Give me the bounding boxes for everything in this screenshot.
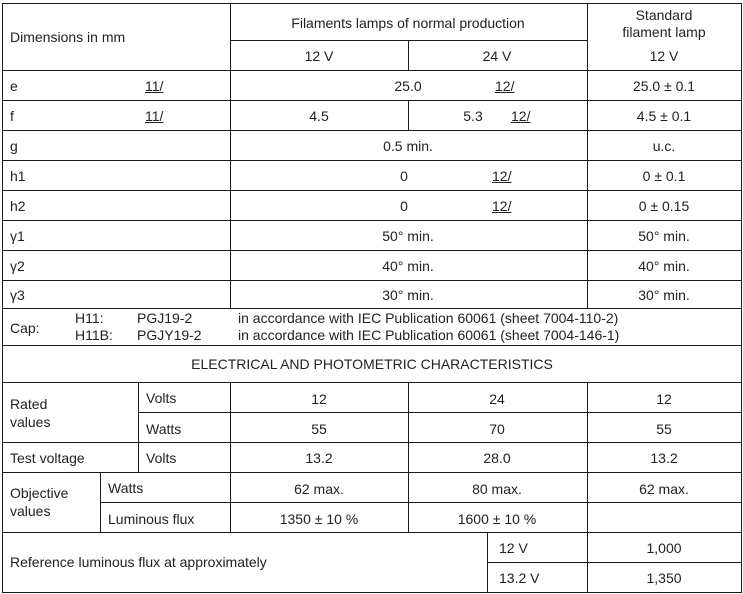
cap-standard-h11: in accordance with IEC Publication 60061 (sheet 7004-110-2) bbox=[238, 310, 619, 326]
grid-line bbox=[2, 100, 741, 101]
voltage-24v-header: 24 V bbox=[482, 48, 512, 64]
grid-line bbox=[100, 502, 741, 503]
reference-flux-12v: 1,000 bbox=[646, 540, 682, 556]
grid-line bbox=[230, 3, 231, 308]
std-value-gamma3: 30° min. bbox=[638, 287, 690, 303]
dim-value-g: 0.5 min. bbox=[383, 138, 433, 154]
rated-watts-std: 55 bbox=[656, 421, 672, 437]
footnote-ref: 11/ bbox=[145, 78, 164, 94]
grid-line bbox=[2, 3, 3, 593]
grid-line bbox=[2, 592, 741, 593]
grid-line bbox=[487, 532, 488, 592]
grid-line bbox=[408, 382, 409, 532]
footnote-ref: 11/ bbox=[145, 108, 164, 124]
dim-value-e: 25.0 bbox=[394, 78, 422, 94]
grid-line bbox=[138, 382, 139, 472]
std-value-g: u.c. bbox=[652, 138, 676, 154]
dim-label-f: f bbox=[10, 108, 14, 124]
test-voltage-24v: 28.0 bbox=[483, 450, 511, 466]
grid-line bbox=[230, 382, 231, 532]
objective-label-line2: values bbox=[10, 503, 51, 519]
std-value-gamma1: 50° min. bbox=[638, 228, 690, 244]
grid-line bbox=[100, 472, 101, 532]
cap-base-h11b: PGJY19-2 bbox=[137, 327, 202, 343]
dim-value-gamma1: 50° min. bbox=[382, 228, 434, 244]
dim-value-gamma3: 30° min. bbox=[382, 287, 434, 303]
grid-line bbox=[2, 308, 741, 309]
rated-volts-label: Volts bbox=[146, 390, 177, 406]
objective-watts-std: 62 max. bbox=[639, 481, 689, 497]
grid-line bbox=[138, 412, 741, 413]
dim-label-g: g bbox=[10, 138, 18, 154]
std-value-f: 4.5 ± 0.1 bbox=[636, 108, 692, 124]
grid-line bbox=[587, 382, 588, 592]
footnote-ref: 12/ bbox=[495, 78, 515, 94]
normal-production-header: Filaments lamps of normal production bbox=[291, 15, 525, 31]
luminous-flux-24v: 1600 ± 10 % bbox=[457, 511, 537, 527]
rated-watts-24v: 70 bbox=[489, 421, 505, 437]
grid-line bbox=[2, 70, 741, 71]
test-voltage-label: Test voltage bbox=[10, 450, 85, 466]
dim-value-h1: 0 bbox=[400, 168, 408, 184]
grid-line bbox=[408, 40, 409, 70]
dim-label-e: e bbox=[10, 78, 18, 94]
std-value-e: 25.0 ± 0.1 bbox=[632, 78, 696, 94]
grid-line bbox=[2, 280, 741, 281]
dim-label-gamma2: γ2 bbox=[10, 258, 25, 274]
grid-line bbox=[408, 100, 409, 130]
rated-watts-12v: 55 bbox=[311, 421, 327, 437]
dim-label-h2: h2 bbox=[10, 198, 26, 214]
test-voltage-std: 13.2 bbox=[650, 450, 678, 466]
cap-standard-h11b: in accordance with IEC Publication 60061 (sheet 7004-146-1) bbox=[238, 327, 620, 343]
dim-value-f-24v: 5.3 bbox=[463, 108, 483, 124]
rated-label-line1: Rated bbox=[10, 396, 48, 412]
grid-line bbox=[2, 220, 741, 221]
objective-label-line1: Objective bbox=[10, 485, 69, 501]
grid-line bbox=[2, 472, 741, 473]
grid-line bbox=[2, 442, 741, 443]
dim-label-gamma3: γ3 bbox=[10, 287, 25, 303]
grid-line bbox=[2, 190, 741, 191]
dim-value-gamma2: 40° min. bbox=[382, 258, 434, 274]
grid-line bbox=[2, 382, 741, 383]
footnote-ref: 12/ bbox=[511, 108, 531, 124]
rated-volts-std: 12 bbox=[656, 391, 672, 407]
objective-watts-24v: 80 max. bbox=[472, 481, 522, 497]
standard-lamp-header-line1: Standard bbox=[635, 7, 693, 23]
cap-type-h11b: H11B: bbox=[75, 327, 113, 343]
dim-label-gamma1: γ1 bbox=[10, 228, 25, 244]
voltage-12v-header: 12 V bbox=[304, 48, 334, 64]
test-volts-label: Volts bbox=[146, 450, 177, 466]
luminous-flux-12v: 1350 ± 10 % bbox=[279, 511, 359, 527]
standard-lamp-header-line2: filament lamp bbox=[622, 24, 706, 40]
grid-line bbox=[487, 562, 741, 563]
std-value-h1: 0 ± 0.1 bbox=[642, 168, 686, 184]
objective-watts-label: Watts bbox=[108, 480, 144, 496]
cap-base-h11: PGJ19-2 bbox=[137, 310, 193, 326]
grid-line bbox=[587, 3, 588, 308]
grid-line bbox=[2, 250, 741, 251]
rated-volts-24v: 24 bbox=[489, 391, 505, 407]
reference-voltage-13v: 13.2 V bbox=[499, 570, 540, 586]
dim-value-f-12v: 4.5 bbox=[309, 108, 329, 124]
test-voltage-12v: 13.2 bbox=[305, 450, 333, 466]
grid-line bbox=[2, 532, 741, 533]
luminous-flux-label: Luminous flux bbox=[108, 511, 195, 527]
rated-watts-label: Watts bbox=[146, 421, 182, 437]
footnote-ref: 12/ bbox=[492, 198, 512, 214]
dimensions-label: Dimensions in mm bbox=[10, 29, 126, 45]
rated-volts-12v: 12 bbox=[311, 391, 327, 407]
grid-line bbox=[741, 3, 742, 593]
cap-label: Cap: bbox=[10, 320, 40, 336]
footnote-ref: 12/ bbox=[492, 168, 512, 184]
grid-line bbox=[2, 345, 741, 346]
std-value-h2: 0 ± 0.15 bbox=[638, 198, 690, 214]
objective-watts-12v: 62 max. bbox=[294, 481, 344, 497]
grid-line bbox=[2, 160, 741, 161]
rated-label-line2: values bbox=[10, 414, 51, 430]
section-title: ELECTRICAL AND PHOTOMETRIC CHARACTERISTICS bbox=[191, 356, 553, 372]
standard-voltage-header: 12 V bbox=[649, 48, 679, 64]
grid-line bbox=[2, 130, 741, 131]
reference-voltage-12v: 12 V bbox=[499, 540, 528, 556]
grid-line bbox=[2, 3, 741, 4]
reference-flux-label: Reference luminous flux at approximately bbox=[10, 554, 267, 570]
dim-label-h1: h1 bbox=[10, 168, 26, 184]
std-value-gamma2: 40° min. bbox=[638, 258, 690, 274]
reference-flux-13v: 1,350 bbox=[646, 570, 682, 586]
cap-type-h11: H11: bbox=[75, 310, 104, 326]
dim-value-h2: 0 bbox=[400, 198, 408, 214]
